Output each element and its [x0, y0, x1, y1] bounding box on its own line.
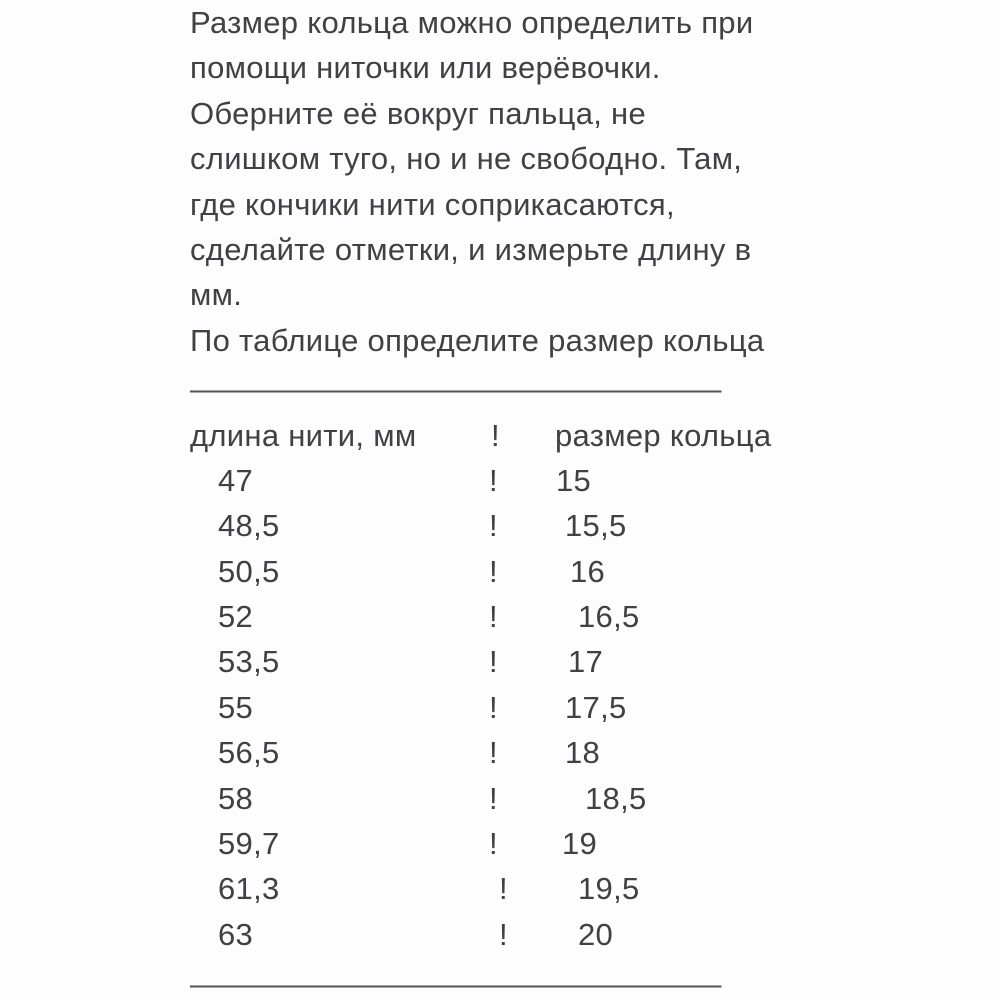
table-row — [190, 912, 960, 957]
separator-mark: ! — [489, 735, 498, 771]
size-cell: 19,5 — [578, 871, 640, 907]
length-cell: 58 — [218, 780, 254, 816]
table-row — [190, 594, 960, 639]
separator-mark: ! — [489, 689, 498, 725]
separator-mark: ! — [489, 780, 498, 816]
table-header-row — [190, 413, 960, 458]
length-cell: 55 — [218, 689, 254, 725]
separator-mark: ! — [489, 644, 498, 680]
intro-line: По таблице определите размер кольца — [190, 322, 765, 358]
table-row — [190, 866, 960, 911]
intro-line: помощи ниточки или верёвочки. — [190, 50, 661, 86]
table-row — [190, 776, 960, 821]
length-cell: 59,7 — [218, 826, 280, 862]
ring-size-table-body — [190, 458, 960, 957]
table-row — [190, 549, 960, 594]
length-cell: 53,5 — [218, 644, 280, 680]
separator-mark: ! — [489, 508, 498, 544]
table-row — [190, 503, 960, 548]
separator-mark: ! — [489, 599, 498, 635]
separator-mark: ! — [489, 462, 498, 498]
separator-mark: ! — [499, 916, 508, 952]
table-row — [190, 639, 960, 684]
size-cell: 18,5 — [585, 780, 647, 816]
length-cell: 48,5 — [218, 508, 280, 544]
intro-line: Оберните её вокруг пальца, не — [190, 95, 647, 131]
size-cell: 19 — [562, 826, 598, 862]
size-cell: 20 — [578, 916, 614, 952]
length-column-header: длина нити, мм — [190, 417, 417, 453]
intro-paragraph — [190, 0, 960, 363]
intro-line: сделайте отметки, и измерьте длину в — [190, 231, 752, 267]
divider-bottom: —————————————————— — [190, 968, 721, 1000]
table-row — [190, 685, 960, 730]
header-separator-mark: ! — [491, 417, 500, 453]
size-cell: 15 — [556, 462, 592, 498]
size-cell: 16 — [570, 553, 606, 589]
size-column-header: размер кольца — [555, 417, 772, 453]
length-cell: 63 — [218, 916, 254, 952]
separator-mark: ! — [489, 553, 498, 589]
size-cell: 17 — [568, 644, 604, 680]
size-cell: 18 — [565, 735, 601, 771]
table-row — [190, 458, 960, 503]
intro-line: слишком туго, но и не свободно. Там, — [190, 141, 743, 177]
table-row — [190, 730, 960, 775]
table-row — [190, 821, 960, 866]
intro-line: где кончики нити соприкасаются, — [190, 186, 675, 222]
length-cell: 61,3 — [218, 871, 280, 907]
separator-mark: ! — [489, 826, 498, 862]
length-cell: 56,5 — [218, 735, 280, 771]
length-cell: 52 — [218, 599, 254, 635]
length-cell: 50,5 — [218, 553, 280, 589]
size-cell: 17,5 — [565, 689, 627, 725]
size-cell: 16,5 — [578, 599, 640, 635]
length-cell: 47 — [218, 462, 254, 498]
intro-line: Размер кольца можно определить при — [190, 5, 754, 40]
size-cell: 15,5 — [565, 508, 627, 544]
divider-top: —————————————————— — [190, 373, 721, 407]
intro-line: мм. — [190, 277, 243, 313]
separator-mark: ! — [499, 871, 508, 907]
